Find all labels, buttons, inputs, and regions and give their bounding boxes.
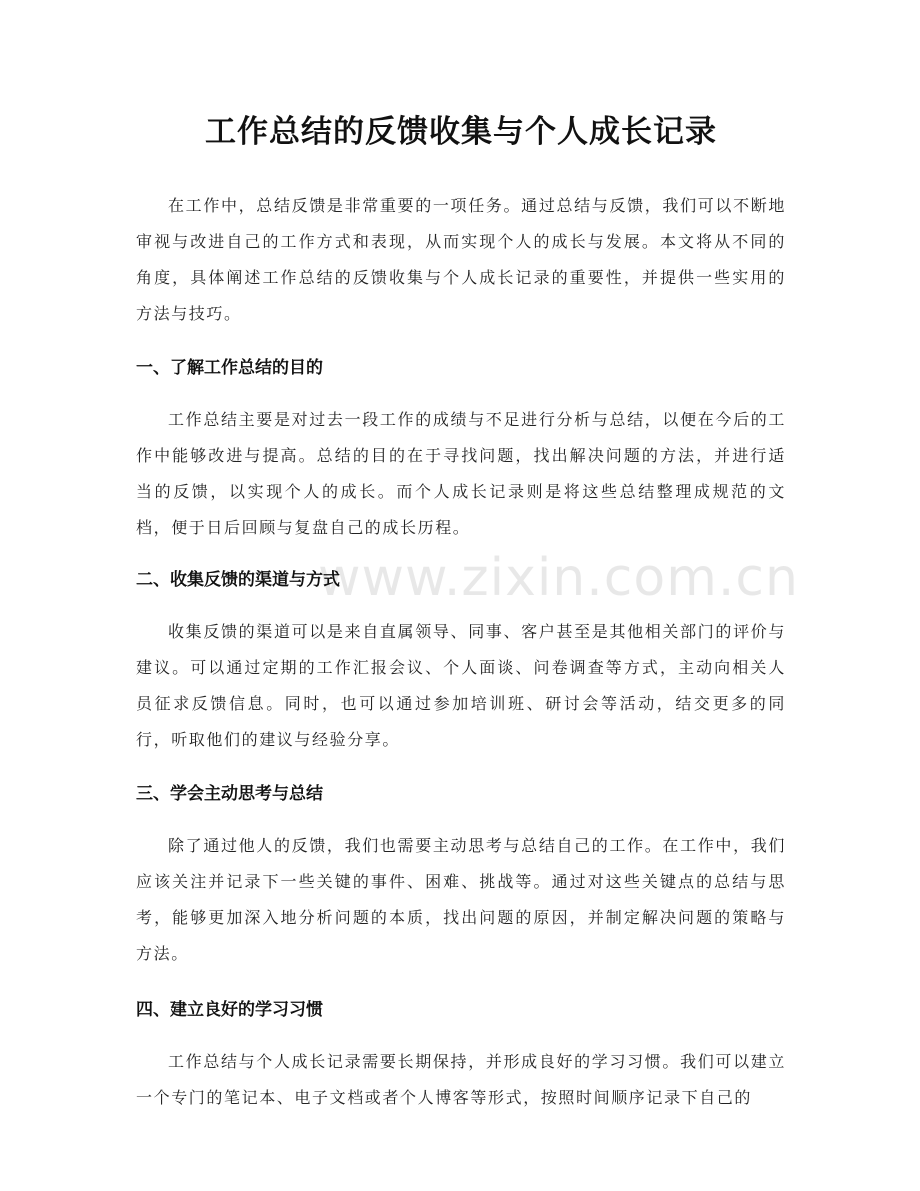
document-content (136, 0, 786, 1116)
watermark: www.zixin.com.cn (318, 548, 799, 608)
intro-paragraph: 在工作中，总结反馈是非常重要的一项任务。通过总结与反馈，我们可以不断地审视与改进自己的工作方式和表现，从而实现个人的成长与发展。本文将从不同的角度，具体阐述工作总结的反馈收集与个人成长记录的重要性，并提供一些实用的方法与技巧。 (136, 196, 786, 323)
section-body-2: 收集反馈的渠道可以是来自直属领导、同事、客户甚至是其他相关部门的评价与建议。可以通过定期的工作汇报会议、个人面谈、问卷调查等方式，主动向相关人员征求反馈信息。同时，也可以通过参加培训班、研讨会等活动，结交更多的同行，听取他们的建议与经验分享。 (136, 622, 786, 749)
section-heading-1: 一、了解工作总结的目的 (136, 358, 323, 378)
section-heading-2: 二、收集反馈的渠道与方式 (136, 570, 340, 590)
section-heading-3: 三、学会主动思考与总结 (136, 784, 323, 804)
section-body-3: 除了通过他人的反馈，我们也需要主动思考与总结自己的工作。在工作中，我们应该关注并记录下一些关键的事件、困难、挑战等。通过对这些关键点的总结与思考，能够更加深入地分析问题的本质，找出问题的原因，并制定解决问题的策略与方法。 (136, 836, 786, 963)
section-body-1: 工作总结主要是对过去一段工作的成绩与不足进行分析与总结，以便在今后的工作中能够改进与提高。总结的目的在于寻找问题，找出解决问题的方法，并进行适当的反馈，以实现个人的成长。而个人成长记录则是将这些总结整理成规范的文档，便于日后回顾与复盘自己的成长历程。 (136, 410, 786, 537)
document-title: 工作总结的反馈收集与个人成长记录 (205, 114, 717, 150)
section-body-4: 工作总结与个人成长记录需要长期保持，并形成良好的学习习惯。我们可以建立一个专门的笔记本、电子文档或者个人博客等形式，按照时间顺序记录下自己的 (136, 1052, 786, 1107)
section-heading-4: 四、建立良好的学习习惯 (136, 1000, 323, 1020)
